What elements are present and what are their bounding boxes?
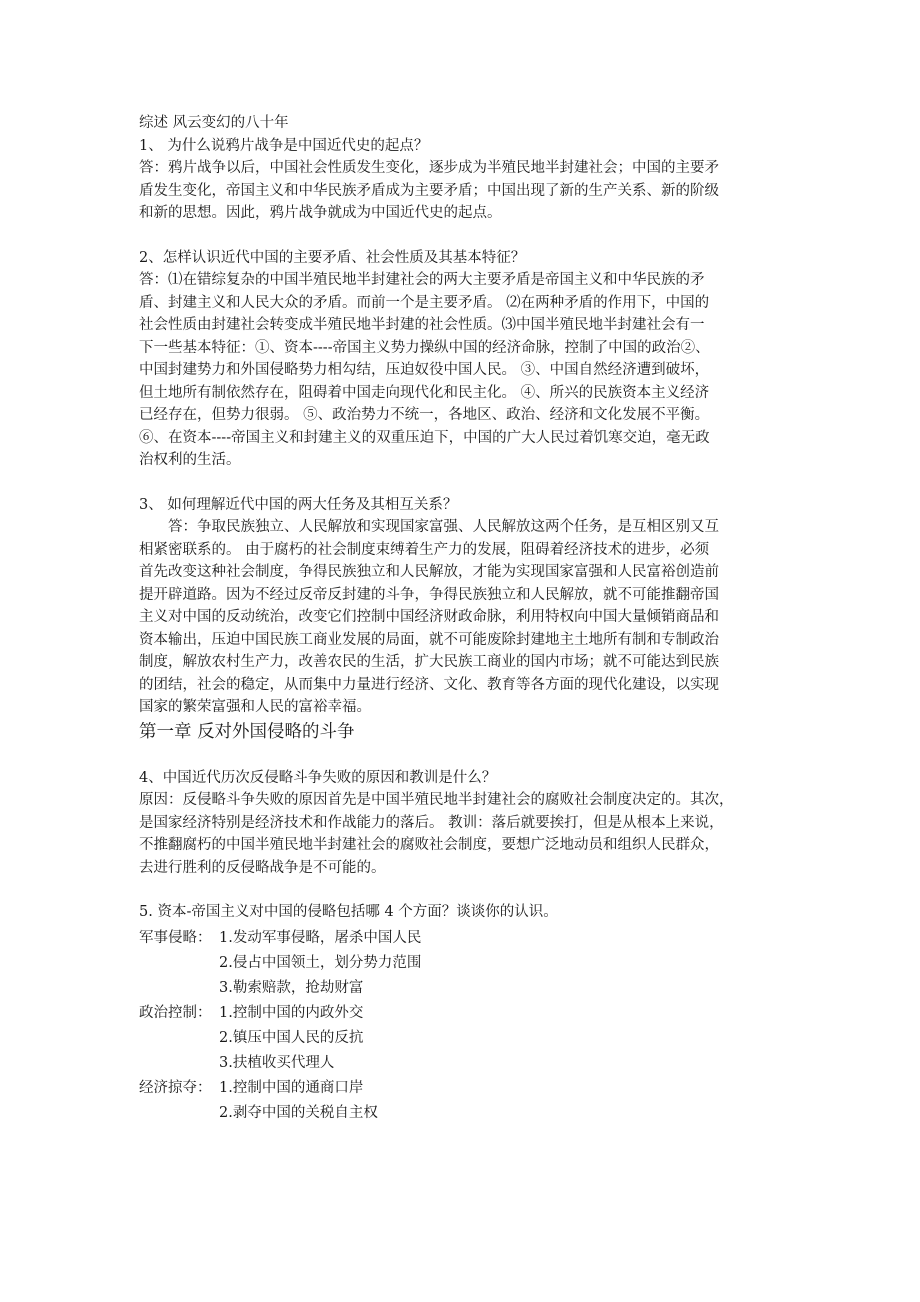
- list-item: [139, 1026, 789, 1051]
- document-page: [139, 112, 789, 1126]
- answer-line: 盾发生变化，帝国主义和中华民族矛盾成为主要矛盾；中国出现了新的生产关系、新的阶级: [139, 182, 719, 199]
- list-item: [139, 951, 789, 976]
- answer-line: 不推翻腐朽的中国半殖民地半封建社会的腐败社会制度，要想广泛地动员和组织人民群众，: [139, 837, 719, 853]
- answer-line: 下一些基本特征：①、资本----帝国主义势力操纵中国的经济命脉，控制了中国的政治②、: [139, 339, 710, 356]
- answer-line: 和新的思想。因此，鸦片战争就成为中国近代史的起点。: [139, 205, 502, 221]
- answer-line: 已经存在，但势力很弱。 ⑤、政治势力不统一，各地区、政治、经济和文化发展不平衡。: [139, 407, 710, 423]
- answer-line: 制度，解放农村生产力，改善农民的生活，扩大民族工商业的国内市场；就不可能达到民族: [139, 654, 719, 670]
- section-title: 综述 风云变幻的八十年: [139, 115, 289, 131]
- question-4: 4、中国近代历次反侵略斗争失败的原因和教训是什么？: [139, 769, 497, 786]
- answer-line: 主义对中国的反动统治，改变它们控制中国经济财政命脉，利用特权向中国大量倾销商品和: [139, 609, 719, 625]
- answer-line: 答：⑴在错综复杂的中国半殖民地半封建社会的两大主要矛盾是帝国主义和中华民族的矛: [139, 272, 705, 288]
- answer-line: 相紧密联系的。 由于腐朽的社会制度束缚着生产力的发展，阻碍着经济技术的进步，必须: [139, 541, 710, 558]
- question-1: 1、 为什么说鸦片战争是中国近代史的起点？: [139, 137, 429, 154]
- question-5: 5. 资本-帝国主义对中国的侵略包括哪 4 个方面？谈谈你的认识。: [139, 904, 558, 920]
- category-label: 军事侵略：: [139, 929, 212, 946]
- list-item-text: 3.扶植收买代理人: [219, 1054, 335, 1071]
- list-item: [139, 1001, 789, 1026]
- list-item-text: 2.镇压中国人民的反抗: [219, 1029, 364, 1046]
- answer-line: 盾、封建主义和人民大众的矛盾。而前一个是主要矛盾。 ⑵在两种矛盾的作用下，中国的: [139, 294, 710, 311]
- list-item-text: 1.控制中国的内政外交: [219, 1004, 364, 1021]
- answer-4: [139, 789, 789, 879]
- answer-3: [139, 516, 789, 719]
- answer-1: [139, 157, 789, 225]
- answer-line: 国家的繁荣富强和人民的富裕幸福。: [139, 699, 371, 715]
- list-item-text: 3.勒索赔款，抢劫财富: [219, 979, 364, 996]
- answer-line: 答：鸦片战争以后，中国社会性质发生变化，逐步成为半殖民地半封建社会；中国的主要矛: [139, 160, 719, 176]
- answer-line: 是国家经济特别是经济技术和作战能力的落后。 教训：落后就要挨打，但是从根本上来说，: [139, 814, 724, 831]
- aggression-list: [139, 926, 789, 1126]
- category-label: 经济掠夺：: [139, 1079, 212, 1096]
- answer-line: 提开辟道路。因为不经过反帝反封建的斗争，争得民族独立和人民解放，就不可能推翻帝国: [139, 586, 719, 603]
- answer-line: 治权利的生活。: [139, 452, 241, 468]
- answer-line: 答：争取民族独立、人民解放和实现国家富强、人民解放这两个任务，是互相区别又互: [168, 519, 719, 535]
- answer-line: 资本输出，压迫中国民族工商业发展的局面，就不可能废除封建地主土地所有制和专制政治: [139, 631, 719, 648]
- answer-2: [139, 269, 789, 472]
- list-item-text: 1.控制中国的通商口岸: [219, 1079, 364, 1096]
- list-item: [139, 1076, 789, 1101]
- answer-line: ⑥、在资本----帝国主义和封建主义的双重压迫下，中国的广大人民过着饥寒交迫，毫无政: [139, 429, 710, 446]
- chapter-heading: 第一章 反对外国侵略的斗争: [139, 721, 355, 742]
- answer-line: 但土地所有制依然存在，阻碍着中国走向现代化和民主化。 ④、所兴的民族资本主义经济: [139, 384, 710, 401]
- list-item-text: 2.剥夺中国的关税自主权: [219, 1104, 378, 1121]
- list-item: [139, 1101, 789, 1126]
- answer-line: 首先改变这种社会制度，争得民族独立和人民解放，才能为实现国家富强和人民富裕创造前: [139, 564, 719, 580]
- question-3: 3、 如何理解近代中国的两大任务及其相互关系？: [139, 496, 458, 513]
- category-label: 政治控制：: [139, 1004, 212, 1021]
- list-item-text: 2.侵占中国领土，划分势力范围: [219, 954, 422, 971]
- answer-line: 去进行胜利的反侵略战争是不可能的。: [139, 859, 386, 876]
- answer-line: 原因：反侵略斗争失败的原因首先是中国半殖民地半封建社会的腐败社会制度决定的。其次，: [139, 792, 734, 808]
- answer-line: 中国封建势力和外国侵略势力相勾结，压迫奴役中国人民。 ③、中国自然经济遭到破坏，: [139, 362, 710, 378]
- answer-line: 社会性质由封建社会转变成半殖民地半封建的社会性质。⑶中国半殖民地半封建社会有一: [139, 317, 705, 333]
- list-item-text: 1.发动军事侵略，屠杀中国人民: [219, 929, 422, 946]
- list-item: [139, 976, 789, 1001]
- question-2: 2、怎样认识近代中国的主要矛盾、社会性质及其基本特征？: [139, 249, 526, 266]
- list-item: [139, 1051, 789, 1076]
- answer-line: 的团结，社会的稳定，从而集中力量进行经济、文化、教育等各方面的现代化建设，以实现: [139, 676, 719, 693]
- list-item: [139, 926, 789, 951]
